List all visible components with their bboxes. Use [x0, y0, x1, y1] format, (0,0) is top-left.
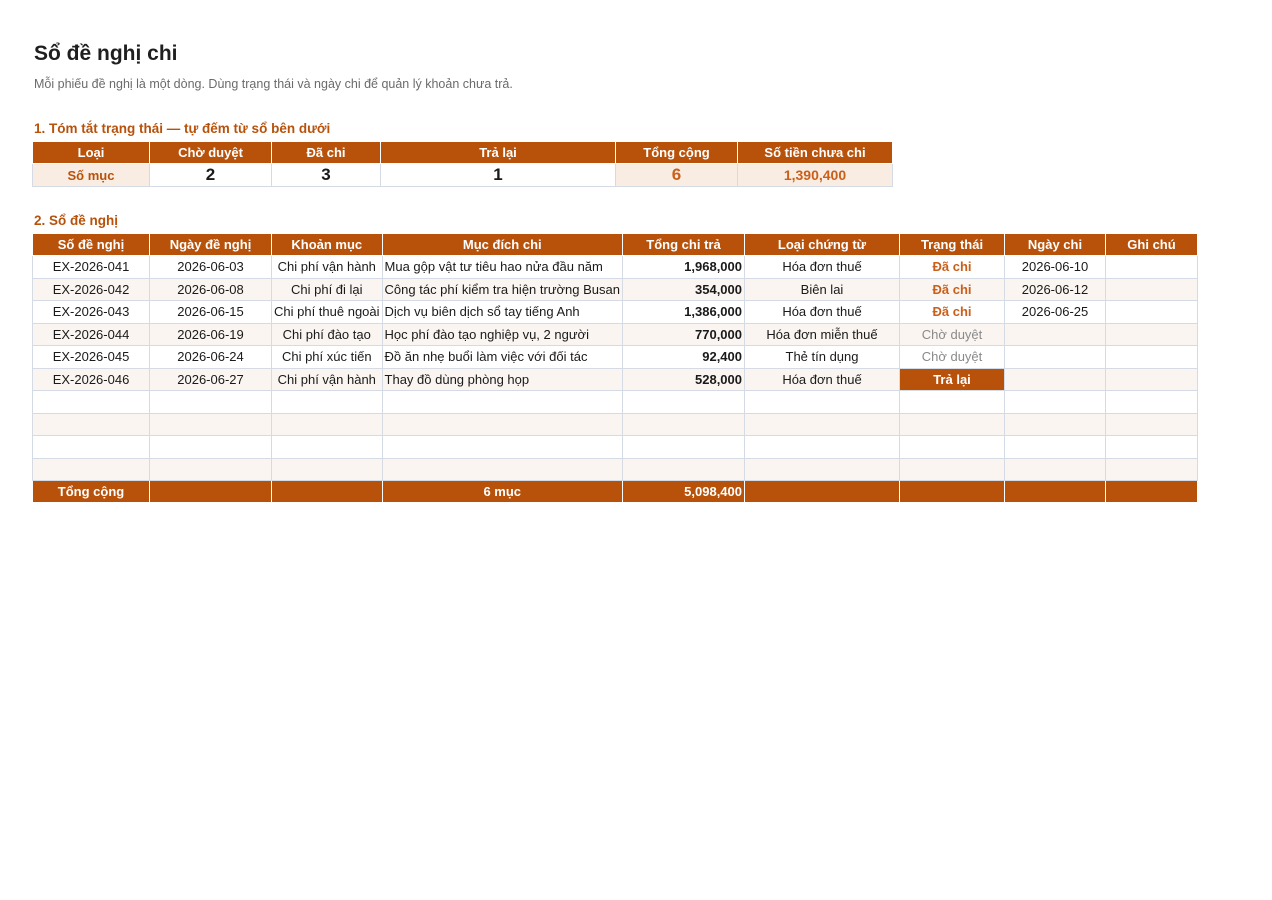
- empty-cell[interactable]: [33, 436, 150, 459]
- cell-note[interactable]: [1106, 346, 1198, 369]
- empty-cell[interactable]: [1005, 413, 1106, 436]
- cell-status[interactable]: Đã chi: [900, 278, 1005, 301]
- summary-unpaid-amount[interactable]: 1,390,400: [738, 164, 893, 187]
- cell-note[interactable]: [1106, 301, 1198, 324]
- cell-purpose[interactable]: Dịch vụ biên dịch sổ tay tiếng Anh: [382, 301, 622, 324]
- summary-header-pending: Chờ duyệt: [150, 142, 272, 164]
- cell-request-no[interactable]: EX-2026-045: [33, 346, 150, 369]
- cell-status[interactable]: Chờ duyệt: [900, 346, 1005, 369]
- empty-cell[interactable]: [623, 413, 745, 436]
- empty-cell[interactable]: [623, 391, 745, 414]
- empty-cell[interactable]: [900, 458, 1005, 481]
- cell-category[interactable]: Chi phí thuê ngoài: [272, 301, 383, 324]
- empty-cell[interactable]: [33, 458, 150, 481]
- cell-request-no[interactable]: EX-2026-041: [33, 256, 150, 279]
- empty-cell[interactable]: [1005, 391, 1106, 414]
- empty-cell[interactable]: [1005, 458, 1106, 481]
- ledger-heading: 2. Sổ đề nghị: [34, 213, 119, 228]
- cell-amount[interactable]: 1,386,000: [623, 301, 745, 324]
- ledger-header-no: Số đề nghị: [33, 234, 150, 256]
- ledger-header-purpose: Mục đích chi: [382, 234, 622, 256]
- cell-paid-date[interactable]: 2026-06-10: [1005, 256, 1106, 279]
- empty-cell[interactable]: [382, 391, 622, 414]
- cell-request-no[interactable]: EX-2026-043: [33, 301, 150, 324]
- cell-doc-type[interactable]: Biên lai: [745, 278, 900, 301]
- cell-category[interactable]: Chi phí vận hành: [272, 368, 383, 391]
- status-summary-table: [32, 141, 893, 187]
- cell-request-date[interactable]: 2026-06-08: [150, 278, 272, 301]
- empty-cell[interactable]: [1106, 391, 1198, 414]
- empty-cell[interactable]: [382, 413, 622, 436]
- ledger-header-category: Khoản mục: [272, 234, 383, 256]
- cell-amount[interactable]: 354,000: [623, 278, 745, 301]
- cell-amount[interactable]: 92,400: [623, 346, 745, 369]
- cell-request-date[interactable]: 2026-06-27: [150, 368, 272, 391]
- summary-header-type: Loại: [33, 142, 150, 164]
- cell-status[interactable]: Chờ duyệt: [900, 323, 1005, 346]
- cell-purpose[interactable]: Đồ ăn nhẹ buổi làm việc với đối tác: [382, 346, 622, 369]
- cell-paid-date[interactable]: [1005, 346, 1106, 369]
- cell-purpose[interactable]: Mua gộp vật tư tiêu hao nửa đầu năm: [382, 256, 622, 279]
- summary-returned-count[interactable]: 1: [381, 164, 616, 187]
- empty-cell[interactable]: [745, 391, 900, 414]
- ledger-footer-amount: 5,098,400: [623, 481, 745, 503]
- cell-doc-type[interactable]: Hóa đơn miễn thuế: [745, 323, 900, 346]
- empty-cell[interactable]: [745, 436, 900, 459]
- cell-request-no[interactable]: EX-2026-044: [33, 323, 150, 346]
- table-row: [33, 278, 1198, 301]
- empty-cell[interactable]: [382, 458, 622, 481]
- empty-cell[interactable]: [150, 413, 272, 436]
- empty-cell[interactable]: [1106, 413, 1198, 436]
- empty-cell[interactable]: [745, 413, 900, 436]
- cell-purpose[interactable]: Học phí đào tạo nghiệp vụ, 2 người: [382, 323, 622, 346]
- cell-request-date[interactable]: 2026-06-24: [150, 346, 272, 369]
- cell-paid-date[interactable]: 2026-06-12: [1005, 278, 1106, 301]
- cell-category[interactable]: Chi phí đi lại: [272, 278, 383, 301]
- summary-total-count[interactable]: 6: [616, 164, 738, 187]
- cell-doc-type[interactable]: Hóa đơn thuế: [745, 368, 900, 391]
- cell-request-no[interactable]: EX-2026-046: [33, 368, 150, 391]
- ledger-footer-cell: [272, 481, 383, 503]
- ledger-header-status: Trạng thái: [900, 234, 1005, 256]
- empty-cell[interactable]: [33, 413, 150, 436]
- ledger-header-note: Ghi chú: [1106, 234, 1198, 256]
- cell-request-date[interactable]: 2026-06-03: [150, 256, 272, 279]
- table-row: [33, 346, 1198, 369]
- empty-cell[interactable]: [272, 391, 383, 414]
- cell-note[interactable]: [1106, 278, 1198, 301]
- ledger-footer-cell: [150, 481, 272, 503]
- expense-ledger-table: [32, 233, 1198, 503]
- cell-amount[interactable]: 1,968,000: [623, 256, 745, 279]
- cell-amount[interactable]: 770,000: [623, 323, 745, 346]
- empty-cell[interactable]: [1106, 436, 1198, 459]
- empty-cell[interactable]: [1005, 436, 1106, 459]
- cell-status[interactable]: Đã chi: [900, 301, 1005, 324]
- table-row: [33, 368, 1198, 391]
- empty-cell[interactable]: [900, 391, 1005, 414]
- summary-row-label[interactable]: Số mục: [33, 164, 150, 187]
- empty-cell[interactable]: [900, 436, 1005, 459]
- empty-cell[interactable]: [272, 413, 383, 436]
- cell-doc-type[interactable]: Hóa đơn thuế: [745, 256, 900, 279]
- ledger-footer-label: Tổng cộng: [33, 481, 150, 503]
- cell-purpose[interactable]: Công tác phí kiểm tra hiện trường Busan: [382, 278, 622, 301]
- empty-cell[interactable]: [1106, 458, 1198, 481]
- cell-note[interactable]: [1106, 256, 1198, 279]
- table-row: [33, 256, 1198, 279]
- cell-category[interactable]: Chi phí xúc tiến: [272, 346, 383, 369]
- empty-cell[interactable]: [150, 436, 272, 459]
- empty-cell[interactable]: [623, 458, 745, 481]
- ledger-footer-cell: [900, 481, 1005, 503]
- table-row: [33, 323, 1198, 346]
- ledger-header-date: Ngày đề nghị: [150, 234, 272, 256]
- summary-heading: 1. Tóm tắt trạng thái — tự đếm từ sổ bên dưới: [34, 121, 331, 136]
- ledger-footer-count: 6 mục: [382, 481, 622, 503]
- empty-cell[interactable]: [623, 436, 745, 459]
- cell-note[interactable]: [1106, 368, 1198, 391]
- ledger-footer-cell: [745, 481, 900, 503]
- summary-header-paid: Đã chi: [272, 142, 381, 164]
- cell-category[interactable]: Chi phí đào tạo: [272, 323, 383, 346]
- empty-cell[interactable]: [272, 436, 383, 459]
- summary-header-total: Tổng cộng: [616, 142, 738, 164]
- empty-cell[interactable]: [900, 413, 1005, 436]
- empty-table-row: [33, 413, 1198, 436]
- empty-cell[interactable]: [33, 391, 150, 414]
- ledger-header-paid-date: Ngày chi: [1005, 234, 1106, 256]
- cell-request-no[interactable]: EX-2026-042: [33, 278, 150, 301]
- empty-cell[interactable]: [272, 458, 383, 481]
- empty-cell[interactable]: [150, 391, 272, 414]
- ledger-footer-cell: [1106, 481, 1198, 503]
- ledger-header-doc-type: Loại chứng từ: [745, 234, 900, 256]
- page-subtitle: Mỗi phiếu đề nghị là một dòng. Dùng trạng thái và ngày chi để quản lý khoản chưa trả.: [34, 77, 513, 91]
- summary-paid-count[interactable]: 3: [272, 164, 381, 187]
- cell-paid-date[interactable]: [1005, 368, 1106, 391]
- page-title: Sổ đề nghị chi: [34, 42, 178, 65]
- empty-cell[interactable]: [382, 436, 622, 459]
- empty-cell[interactable]: [150, 458, 272, 481]
- cell-amount[interactable]: 528,000: [623, 368, 745, 391]
- cell-category[interactable]: Chi phí vận hành: [272, 256, 383, 279]
- empty-table-row: [33, 391, 1198, 414]
- ledger-footer-cell: [1005, 481, 1106, 503]
- summary-header-unpaid: Số tiền chưa chi: [738, 142, 893, 164]
- cell-paid-date[interactable]: 2026-06-25: [1005, 301, 1106, 324]
- empty-table-row: [33, 436, 1198, 459]
- cell-purpose[interactable]: Thay đồ dùng phòng họp: [382, 368, 622, 391]
- summary-pending-count[interactable]: 2: [150, 164, 272, 187]
- cell-doc-type[interactable]: Thẻ tín dụng: [745, 346, 900, 369]
- empty-cell[interactable]: [745, 458, 900, 481]
- cell-doc-type[interactable]: Hóa đơn thuế: [745, 301, 900, 324]
- cell-status[interactable]: Đã chi: [900, 256, 1005, 279]
- cell-status[interactable]: Trả lại: [900, 368, 1005, 391]
- ledger-header-amount: Tổng chi trả: [623, 234, 745, 256]
- empty-table-row: [33, 458, 1198, 481]
- table-row: [33, 301, 1198, 324]
- cell-request-date[interactable]: 2026-06-19: [150, 323, 272, 346]
- cell-paid-date[interactable]: [1005, 323, 1106, 346]
- summary-header-returned: Trả lại: [381, 142, 616, 164]
- cell-note[interactable]: [1106, 323, 1198, 346]
- cell-request-date[interactable]: 2026-06-15: [150, 301, 272, 324]
